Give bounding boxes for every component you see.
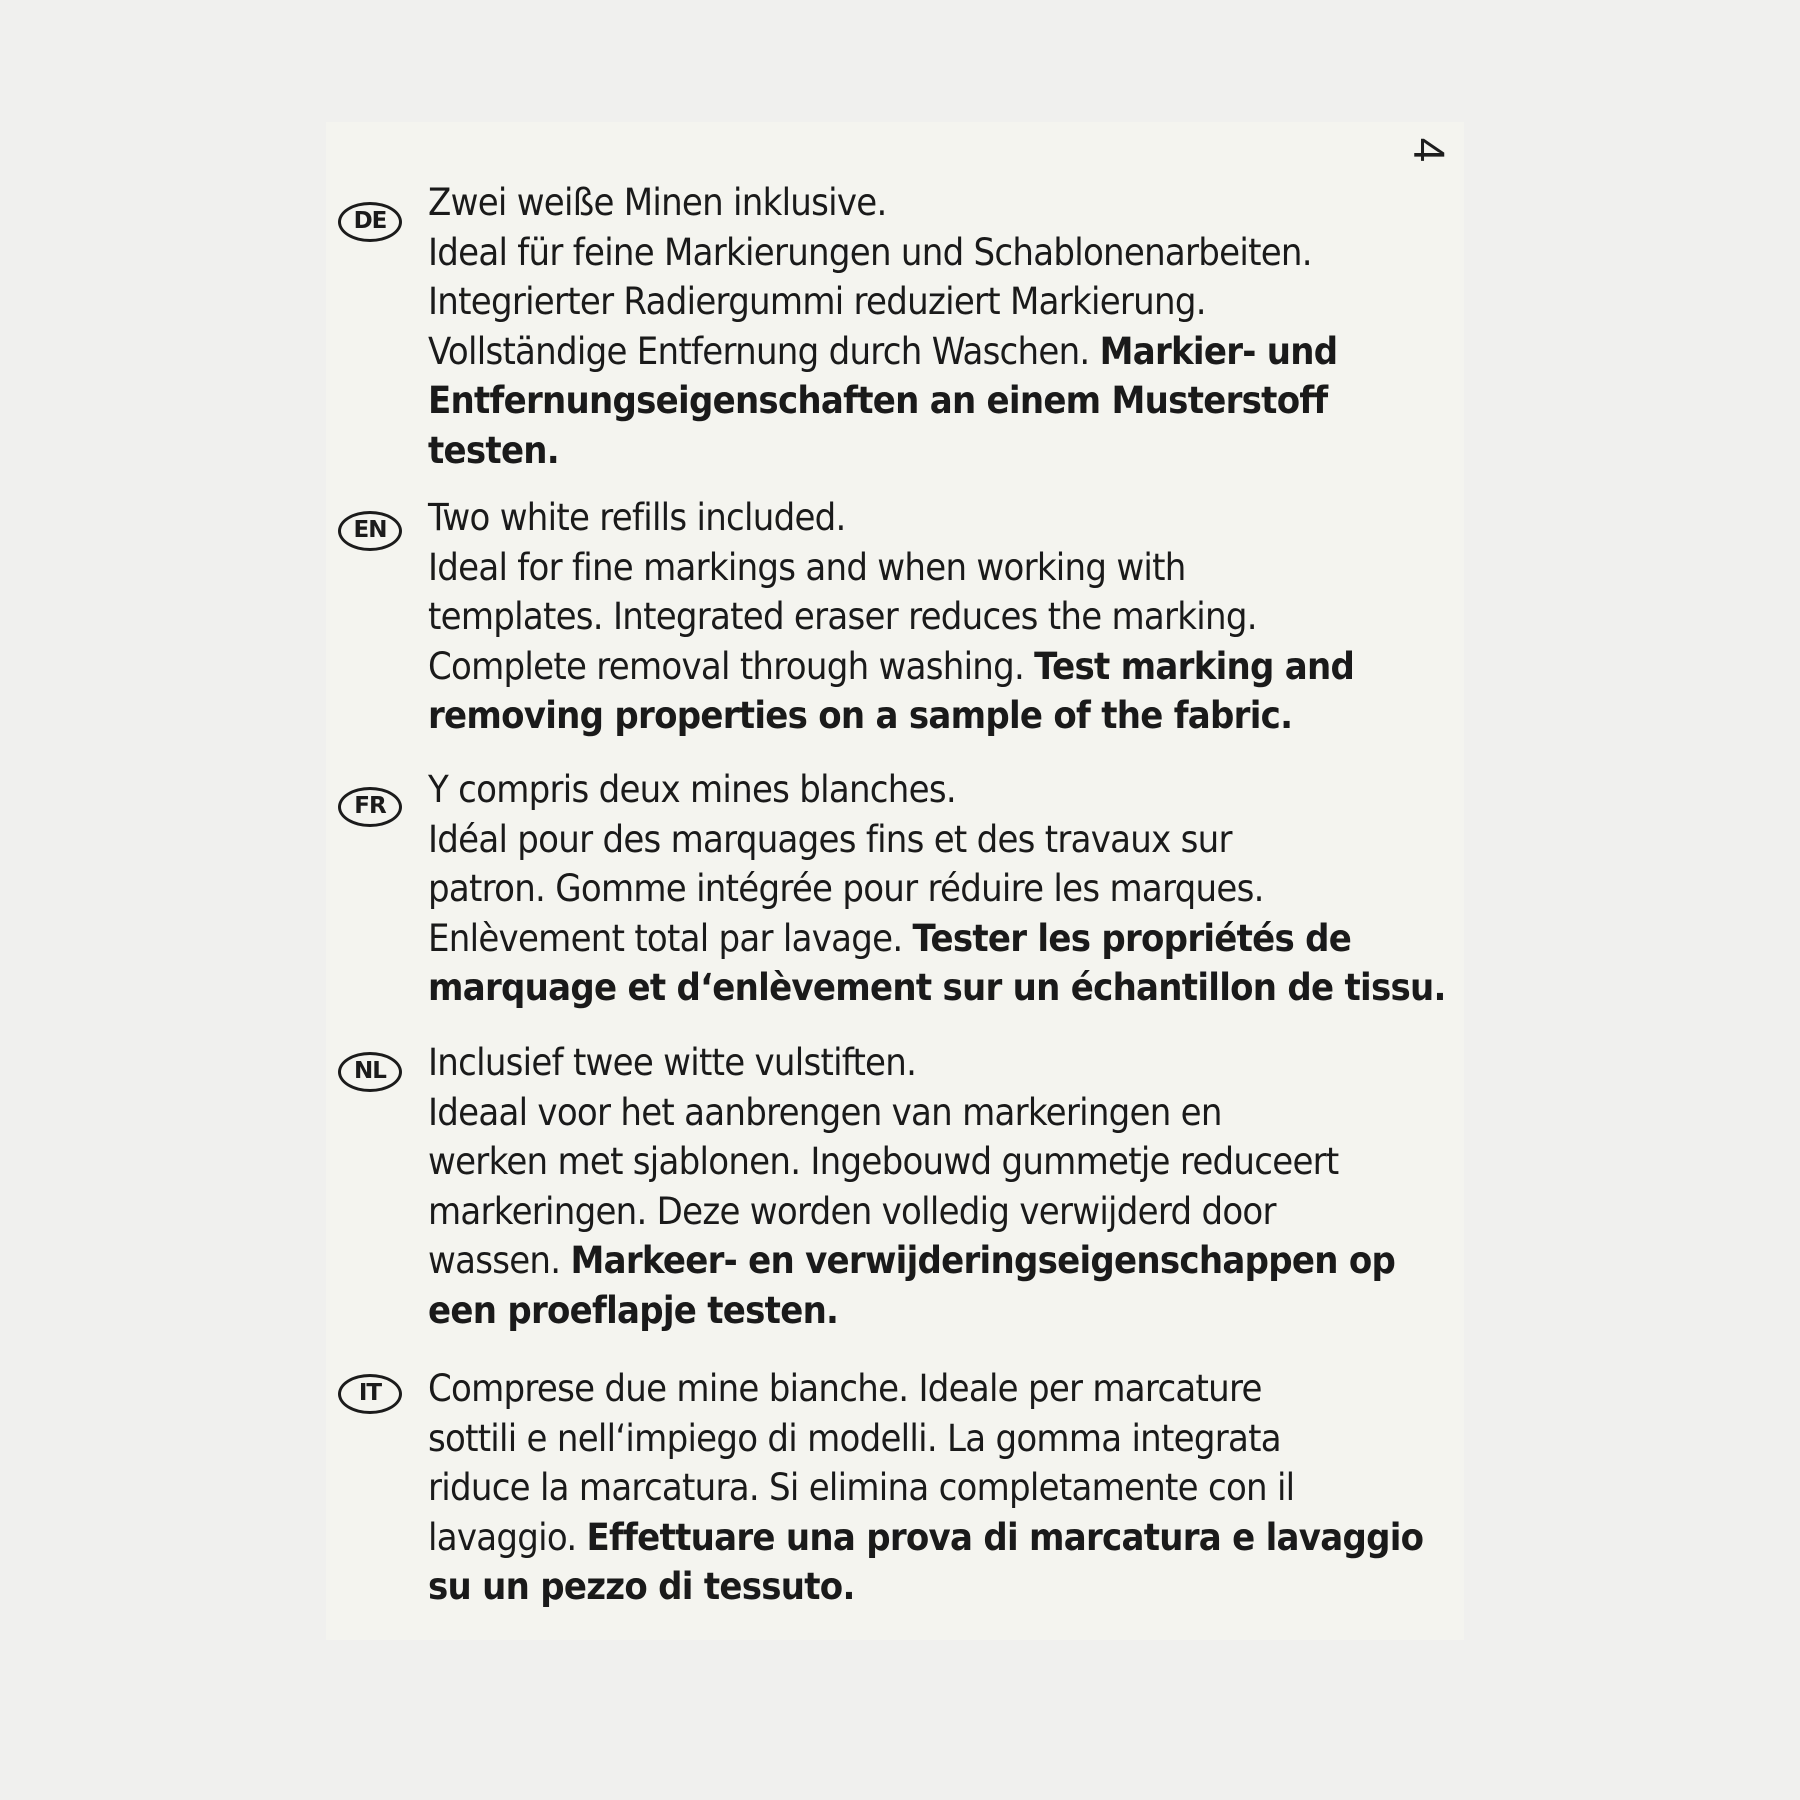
text-run: Vollständige Entfernung durch Waschen. <box>428 329 1090 373</box>
bold-warning: Entfernungseigenschaften an einem Musterstoff <box>428 379 1328 422</box>
bold-warning: een proeflapje testen. <box>428 1288 839 1332</box>
language-badge-de: DE <box>338 202 402 242</box>
section-it-text <box>428 1364 1468 1612</box>
bold-warning: Test marking and <box>1034 644 1355 688</box>
text-line: Comprese due mine bianche. Ideale per marcature <box>428 1367 1262 1410</box>
text-line: Ideal für feine Markierungen und Schablonenarbeiten. <box>428 230 1312 274</box>
text-run: Enlèvement total par lavage. <box>428 916 903 960</box>
page-number: 4 <box>1404 137 1453 163</box>
bold-warning: testen. <box>428 428 559 472</box>
section-fr-text <box>428 765 1468 1013</box>
text-line: templates. Integrated eraser reduces the marking. <box>428 595 1257 638</box>
bold-warning: removing properties on a sample of the fabric. <box>428 694 1293 737</box>
text-line: patron. Gomme intégrée pour réduire les marques. <box>428 867 1264 910</box>
text-line <box>428 1236 1468 1286</box>
bold-warning: Tester les propriétés de <box>912 916 1352 960</box>
text-line: markeringen. Deze worden volledig verwijderd door <box>428 1189 1276 1233</box>
text-line <box>428 642 1468 692</box>
bold-warning: Markier- und <box>1099 329 1338 373</box>
text-line <box>428 327 1468 377</box>
language-badge-nl: NL <box>338 1052 402 1092</box>
text-line: Ideaal voor het aanbrengen van markeringen en <box>428 1090 1222 1134</box>
text-run: wassen. <box>428 1239 561 1282</box>
text-run: Complete removal through washing. <box>428 644 1025 688</box>
text-line <box>428 1513 1468 1563</box>
bold-warning: su un pezzo di tessuto. <box>428 1565 855 1608</box>
text-line: sottili e nell‘impiego di modelli. La gomma integrata <box>428 1416 1281 1460</box>
language-badge-en: EN <box>338 511 402 551</box>
text-run: lavaggio. <box>428 1515 577 1559</box>
language-badge-it: IT <box>338 1374 402 1414</box>
text-line: Two white refills included. <box>428 496 846 539</box>
text-line: Idéal pour des marquages fins et des travaux sur <box>428 817 1232 861</box>
text-line: werken met sjablonen. Ingebouwd gummetje reduceert <box>428 1140 1339 1183</box>
text-line: Inclusief twee witte vulstiften. <box>428 1041 917 1084</box>
language-badge-fr: FR <box>338 787 402 827</box>
text-line: Integrierter Radiergummi reduziert Markierung. <box>428 280 1206 323</box>
section-en-text <box>428 493 1468 741</box>
section-nl-text <box>428 1038 1468 1335</box>
bold-warning: Effettuare una prova di marcatura e lavaggio <box>586 1515 1424 1559</box>
section-de-text <box>428 178 1468 475</box>
bold-warning: Markeer- en verwijderingseigenschappen op <box>570 1239 1396 1282</box>
text-line: Ideal for fine markings and when working with <box>428 545 1186 589</box>
text-line: Zwei weiße Minen inklusive. <box>428 181 887 224</box>
bold-warning: marquage et d‘enlèvement sur un échantillon de tissu. <box>428 966 1446 1009</box>
text-line <box>428 914 1468 964</box>
text-line: Y compris deux mines blanches. <box>428 768 956 811</box>
text-line: riduce la marcatura. Si elimina completamente con il <box>428 1466 1295 1509</box>
